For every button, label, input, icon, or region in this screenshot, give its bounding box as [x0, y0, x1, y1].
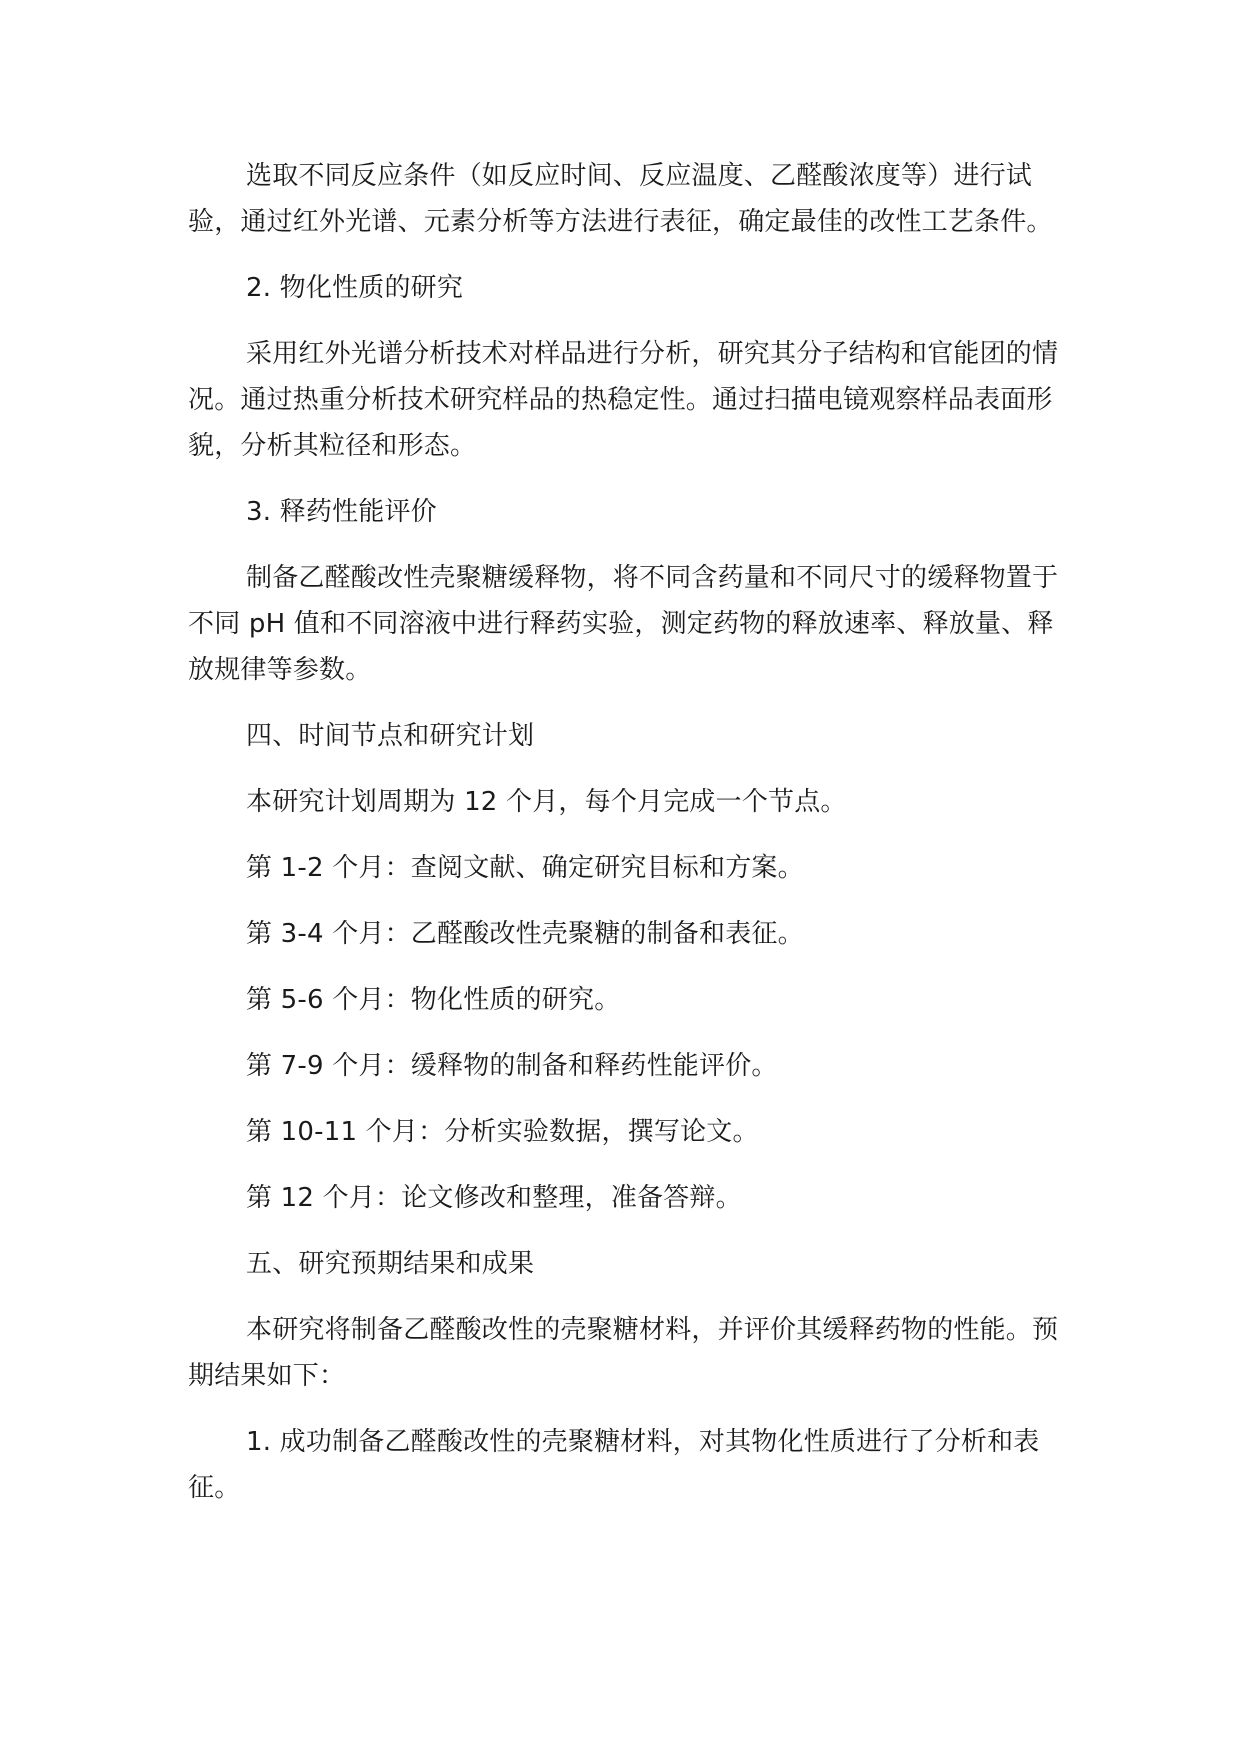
paragraph-physicochemical-methods: 采用红外光谱分析技术对样品进行分析，研究其分子结构和官能团的情况。通过热重分析技术研究样品的热稳定性。通过扫描电镜观察样品表面形貌，分析其粒径和形态。 [188, 339, 1059, 461]
paragraph-plan-period: 本研究计划周期为 12 个月，每个月完成一个节点。 [246, 787, 847, 817]
heading-expected-results: 五、研究预期结果和成果 [246, 1249, 535, 1279]
timeline-item-month-12: 第 12 个月：论文修改和整理，准备答辩。 [246, 1183, 742, 1213]
paragraph-expected-intro: 本研究将制备乙醛酸改性的壳聚糖材料，并评价其缓释药物的性能。预期结果如下： [188, 1315, 1059, 1391]
expected-result-item-1: 1. 成功制备乙醛酸改性的壳聚糖材料，对其物化性质进行了分析和表征。 [188, 1427, 1040, 1503]
timeline-item-months-10-11: 第 10-11 个月：分析实验数据，撰写论文。 [246, 1117, 759, 1147]
timeline-item-months-1-2: 第 1-2 个月：查阅文献、确定研究目标和方案。 [246, 853, 804, 883]
paragraph-release-experiment: 制备乙醛酸改性壳聚糖缓释物，将不同含药量和不同尺寸的缓释物置于不同 pH 值和不同溶液中进行释药实验，测定药物的释放速率、释放量、释放规律等参数。 [188, 563, 1059, 685]
paragraph-reaction-conditions: 选取不同反应条件（如反应时间、反应温度、乙醛酸浓度等）进行试验，通过红外光谱、元素分析等方法进行表征，确定最佳的改性工艺条件。 [188, 161, 1053, 237]
heading-timeline-plan: 四、时间节点和研究计划 [246, 721, 535, 751]
heading-physicochemical-study: 2. 物化性质的研究 [246, 273, 464, 303]
timeline-item-months-5-6: 第 5-6 个月：物化性质的研究。 [246, 985, 621, 1015]
document-body [188, 153, 1068, 1531]
heading-release-evaluation: 3. 释药性能评价 [246, 497, 437, 527]
timeline-item-months-3-4: 第 3-4 个月：乙醛酸改性壳聚糖的制备和表征。 [246, 919, 804, 949]
timeline-item-months-7-9: 第 7-9 个月：缓释物的制备和释药性能评价。 [246, 1051, 778, 1081]
